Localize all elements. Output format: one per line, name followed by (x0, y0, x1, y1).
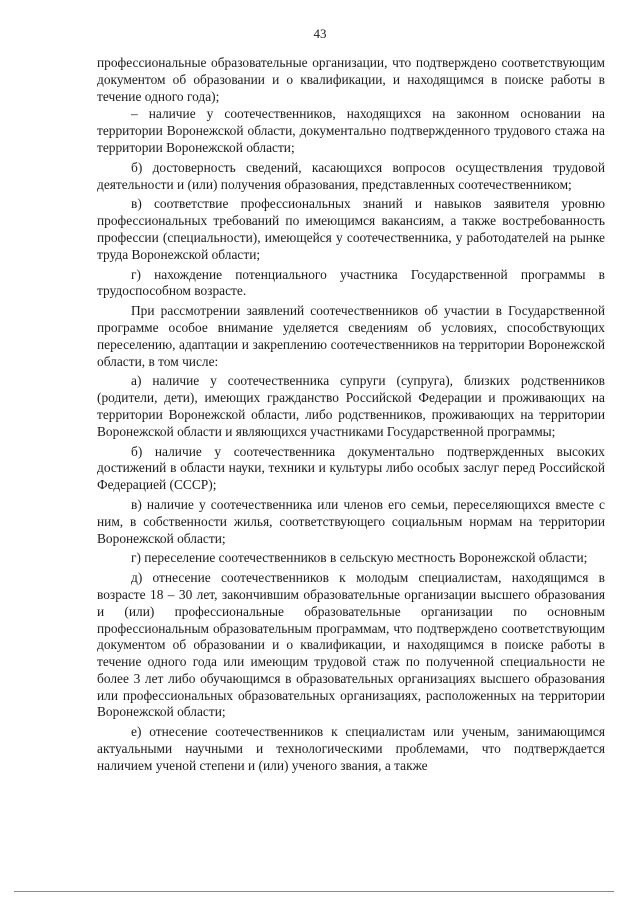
paragraph-item-g-rural: г) переселение соотечественников в сельскую местность Воронежской области; (131, 550, 588, 566)
paragraph-item-v: в) соответствие профессиональных знаний и навыков заявителя уровню профессиональных требований по имеющимся вакансиям, а также востребованность профессии (специальности), имеющейся у соотечественника, у работодателей на рынке труда Воронежской области; (97, 196, 605, 262)
paragraph-continuation: профессиональные образовательные организации, что подтверждено соответствующим документом об образовании и о квалификации, и находящимся в поиске работы в течение одного года); (97, 55, 605, 104)
paragraph-consideration: При рассмотрении заявлений соотечественников об участии в Государственной программе особое внимание уделяется сведениям об условиях, способствующих переселению, адаптации и закреплению соотечественников на территории Воронежской области, в том числе: (97, 303, 605, 369)
page-number: 43 (313, 26, 327, 41)
page-bottom-rule (14, 891, 614, 892)
paragraph-item-d-young-specialists: д) отнесение соотечественников к молодым специалистам, находящимся в возрасте 18 – 30 лет, закончившим образовательные организации высшего образования и (или) профессиональные образовательные организации по основным профессиональным образовательным программам, что подтверждено соответствующим документом об образовании и о квалификации, и находящимся в поиске работы в течение одного года или имеющим трудовой стаж по полученной специальности не более 3 лет либо обучающимся в образовательных организациях высшего образования или профессиональных образовательных организациях, расположенных на территории Воронежской области; (97, 570, 605, 720)
paragraph-item-a-relatives: а) наличие у соотечественника супруги (супруга), близких родственников (родители, дети), имеющих гражданство Российской Федерации и проживающих на территории Воронежской области, либо родственников, проживающих на территории Воронежской области и являющихся участниками Государственной программы; (97, 373, 605, 439)
paragraph-item-e-scientists: е) отнесение соотечественников к специалистам или ученым, занимающимся актуальными научными и технологическими проблемами, что подтверждается наличием ученой степени и (или) ученого звания, а также (97, 724, 605, 773)
paragraph-item-b-achievements: б) наличие у соотечественника документально подтвержденных высоких достижений в области науки, техники и культуры либо особых заслуг перед Российской Федерацией (СССР); (97, 443, 605, 493)
paragraph-item-g: г) нахождение потенциального участника Государственной программы в трудоспособном возрасте. (97, 266, 605, 299)
document-body (97, 55, 605, 775)
paragraph-item-v-housing: в) наличие у соотечественника или членов его семьи, переселяющихся вместе с ним, в собственности жилья, соответствующего социальным нормам на территории Воронежской области; (97, 496, 605, 546)
paragraph-dash-item: – наличие у соотечественников, находящихся на законном основании на территории Воронежской области, документально подтвержденного трудового стажа на территории Воронежской области; (97, 106, 605, 155)
paragraph-item-b: б) достоверность сведений, касающихся вопросов осуществления трудовой деятельности и (или) получения образования, представленных соотечественником; (97, 159, 605, 192)
